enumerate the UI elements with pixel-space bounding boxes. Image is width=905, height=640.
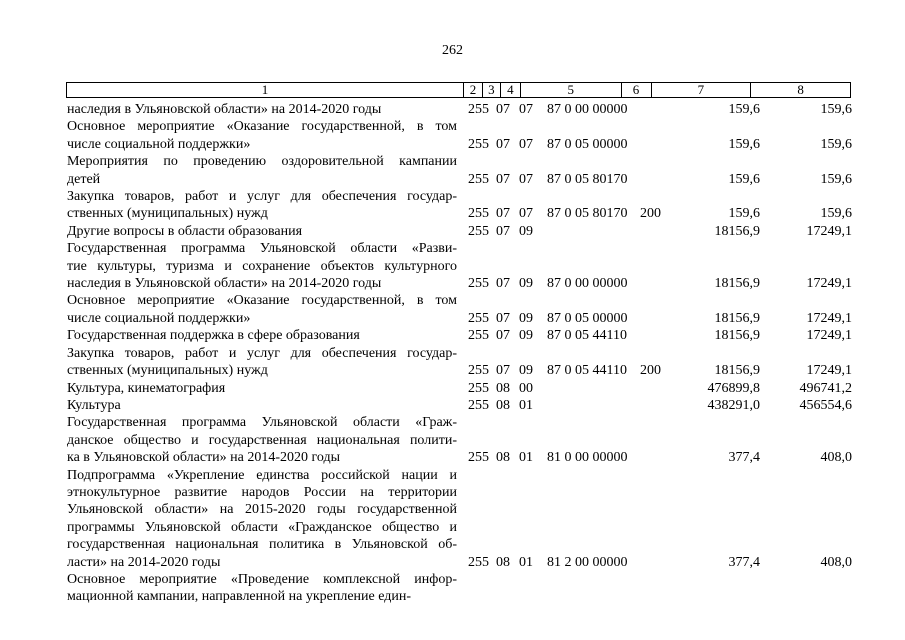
amount-column-8: 17249,1 [806,363,852,379]
table-row [0,571,905,606]
amount-column-7: 18156,9 [714,328,760,344]
section-code: 07 [496,206,510,222]
section-code: 07 [496,136,510,152]
table-row [0,223,905,240]
amount-column-7: 159,6 [728,136,760,152]
amount-column-8: 496741,2 [799,380,852,396]
table-row [0,414,905,466]
amount-column-8: 17249,1 [806,328,852,344]
amount-column-8: 17249,1 [806,276,852,292]
target-article-code: 81 2 00 00000 [547,554,628,570]
amount-column-8: 408,0 [820,450,852,466]
chapter-code: 255 [468,450,489,466]
section-code: 08 [496,380,510,396]
target-article-code: 87 0 05 80170 [547,206,628,222]
row-values [0,588,905,605]
column-header-3: 3 [483,83,501,97]
description-line: наследия в Ульяновской области» на 2014-2020 годы [67,102,382,117]
subsection-code: 09 [519,276,533,292]
column-header-1: 1 [67,83,464,97]
subsection-code: 09 [519,363,533,379]
amount-column-7: 377,4 [728,450,760,466]
description-line: Государственная программа Ульяновской области «Граж- [67,415,457,431]
chapter-code: 255 [468,380,489,396]
expense-type-code: 200 [640,363,661,379]
row-values [0,275,905,292]
target-article-code: 87 0 05 80170 [547,171,628,187]
row-values [0,223,905,240]
description-line: этнокультурное развитие народов России на территории [67,484,457,500]
description-line: Ульяновской области» на 2015-2020 годы государственной [67,502,457,518]
chapter-code: 255 [468,310,489,326]
section-code: 08 [496,397,510,413]
amount-column-7: 438291,0 [707,397,760,413]
subsection-code: 09 [519,328,533,344]
row-values [0,397,905,414]
target-article-code: 87 0 05 44110 [547,328,627,344]
section-code: 07 [496,276,510,292]
amount-column-7: 18156,9 [714,276,760,292]
table-row [0,467,905,571]
subsection-code: 09 [519,223,533,239]
column-header-8: 8 [797,82,804,97]
subsection-code: 07 [519,102,533,118]
subsection-code: 01 [519,397,533,413]
target-article-code: 87 0 00 00000 [547,276,628,292]
section-code: 07 [496,171,510,187]
chapter-code: 255 [468,276,489,292]
expense-type-code: 200 [640,206,661,222]
row-values [0,205,905,222]
chapter-code: 255 [468,397,489,413]
amount-column-7: 159,6 [728,171,760,187]
description-line: Основное мероприятие «Оказание государственной, в том [67,119,457,135]
description-line: программы Ульяновской области «Гражданское общество и [67,519,457,535]
column-header-2: 2 [464,83,483,97]
row-values [0,554,905,571]
table-row [0,380,905,397]
amount-column-8: 159,6 [820,136,852,152]
description-line: Другие вопросы в области образования [67,223,303,239]
target-article-code: 81 0 00 00000 [547,450,628,466]
section-code: 07 [496,363,510,379]
amount-column-8: 159,6 [820,102,852,118]
row-values [0,171,905,188]
description-line: мационной кампании, направленной на укрепление един- [67,589,412,605]
section-code: 07 [496,223,510,239]
table-row [0,327,905,344]
row-values [0,101,905,118]
description-line: данское общество и государственная национальная полити- [67,432,457,448]
column-header-6: 6 [622,83,652,97]
amount-column-8: 159,6 [820,206,852,222]
description-line: Государственная программа Ульяновской области «Разви- [67,241,457,257]
chapter-code: 255 [468,171,489,187]
description-line: детей [67,171,101,187]
description-line: ка в Ульяновской области» на 2014-2020 годы [67,450,341,466]
chapter-code: 255 [468,206,489,222]
description-line: ственных (муниципальных) нужд [67,363,268,379]
amount-column-8: 456554,6 [799,397,852,413]
target-article-code: 87 0 05 44110 [547,363,627,379]
column-header-7: 7 [652,83,752,97]
description-line: ласти» на 2014-2020 годы [67,554,221,570]
amount-column-7: 476899,8 [707,380,760,396]
description-line: Основное мероприятие «Оказание государственной, в том [67,293,457,309]
section-code: 07 [496,310,510,326]
table-row [0,292,905,327]
section-code: 07 [496,328,510,344]
section-code: 07 [496,102,510,118]
page-number: 262 [442,43,463,58]
amount-column-7: 159,6 [728,206,760,222]
section-code: 08 [496,450,510,466]
chapter-code: 255 [468,136,489,152]
subsection-code: 01 [519,554,533,570]
target-article-code: 87 0 00 00000 [547,102,628,118]
table-row [0,240,905,292]
description-line: Культура [67,397,121,413]
description-line: Закупка товаров, работ и услуг для обеспечения государ- [67,189,457,205]
subsection-code: 07 [519,171,533,187]
subsection-code: 07 [519,136,533,152]
row-values [0,136,905,153]
description-line: ственных (муниципальных) нужд [67,206,268,222]
description-line: Мероприятия по проведению оздоровительной кампании [67,154,457,170]
row-values [0,362,905,379]
amount-column-8: 17249,1 [806,310,852,326]
table-row [0,118,905,153]
table-header [66,82,851,98]
row-values [0,310,905,327]
subsection-code: 07 [519,206,533,222]
description-line: наследия в Ульяновской области» на 2014-2020 годы [67,276,382,292]
target-article-code: 87 0 05 00000 [547,310,628,326]
amount-column-7: 18156,9 [714,223,760,239]
row-values [0,380,905,397]
chapter-code: 255 [468,363,489,379]
section-code: 08 [496,554,510,570]
description-line: Основное мероприятие «Проведение комплексной инфор- [67,571,457,587]
description-line: Закупка товаров, работ и услуг для обеспечения государ- [67,345,457,361]
table-row [0,188,905,223]
amount-column-7: 18156,9 [714,310,760,326]
column-header-4: 4 [501,83,521,97]
chapter-code: 255 [468,554,489,570]
amount-column-8: 17249,1 [806,223,852,239]
table-row [0,153,905,188]
subsection-code: 09 [519,310,533,326]
chapter-code: 255 [468,102,489,118]
description-line: числе социальной поддержки» [67,310,251,326]
column-header-5: 5 [521,83,622,97]
table-row [0,101,905,118]
description-line: Культура, кинематография [67,380,226,396]
description-line: Подпрограмма «Укрепление единства российской нации и [67,467,457,483]
amount-column-7: 159,6 [728,102,760,118]
amount-column-7: 18156,9 [714,363,760,379]
amount-column-8: 408,0 [820,554,852,570]
target-article-code: 87 0 05 00000 [547,136,628,152]
chapter-code: 255 [468,328,489,344]
amount-column-7: 377,4 [728,554,760,570]
table-row [0,345,905,380]
description-line: числе социальной поддержки» [67,136,251,152]
description-line: Государственная поддержка в сфере образования [67,328,360,344]
amount-column-8: 159,6 [820,171,852,187]
subsection-code: 01 [519,450,533,466]
chapter-code: 255 [468,223,489,239]
description-line: тие культуры, туризма и сохранение объектов культурного [67,258,457,274]
row-values [0,327,905,344]
table-body [0,101,905,606]
row-values [0,449,905,466]
description-line: государственная национальная политика в Ульяновской об- [67,537,457,553]
subsection-code: 00 [519,380,533,396]
table-row [0,397,905,414]
